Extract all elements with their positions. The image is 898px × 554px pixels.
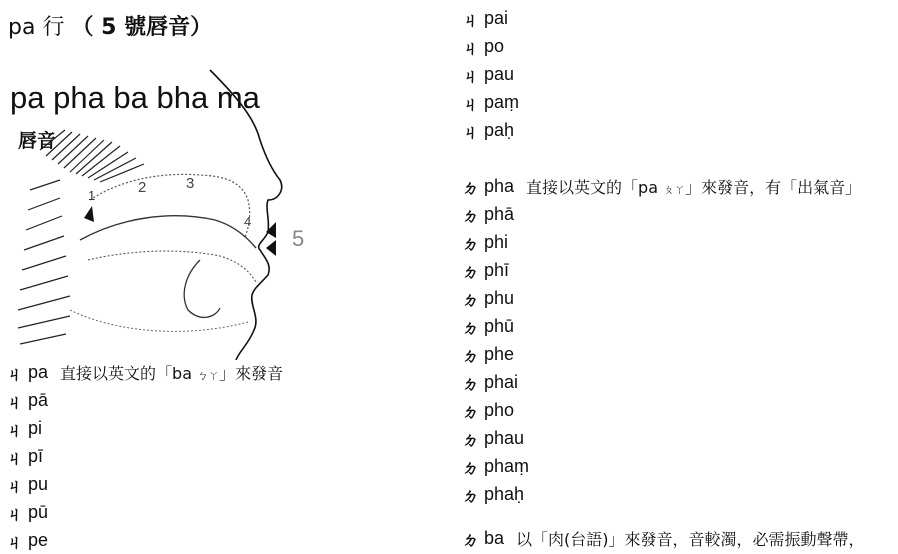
ba-explanation	[462, 526, 898, 550]
siddham-glyph-icon: ㄐ	[6, 449, 23, 469]
left-syllable-list	[6, 360, 326, 553]
siddham-glyph-icon: ㄐ	[462, 39, 479, 59]
siddham-glyph-icon: ㄉ	[462, 375, 479, 395]
siddham-glyph-icon: ㄐ	[6, 505, 23, 525]
list-item: ㄉ phai	[462, 372, 519, 395]
marker-1	[84, 206, 94, 222]
list-item: ㄉ phau	[462, 428, 525, 451]
pa-explanation	[6, 360, 283, 385]
siddham-glyph-icon: ㄉ	[462, 487, 479, 507]
diagram-number-4: 4	[244, 214, 252, 229]
palate-line	[90, 174, 250, 238]
ba-explanation-row	[462, 526, 865, 551]
pha-explanation	[462, 174, 861, 199]
syllable-series-title: pa pha ba bha ma	[10, 80, 260, 115]
list-item: ㄐ pī	[6, 446, 44, 469]
throat-line	[184, 260, 220, 317]
list-item: ㄐ paṃ	[462, 92, 520, 115]
list-item: ㄐ pu	[6, 474, 49, 497]
siddham-glyph-icon: ㄐ	[6, 393, 23, 413]
siddham-glyph-icon: ㄉ	[462, 319, 479, 339]
marker-lips-lower	[266, 240, 276, 256]
siddham-glyph-icon: ㄉ	[462, 431, 479, 451]
syllable-roman: pha	[484, 176, 515, 196]
labial-label: 唇音	[18, 130, 57, 152]
jaw-line	[70, 310, 248, 331]
heading-roman: pa	[8, 15, 36, 40]
list-item: ㄉ phu	[462, 288, 515, 311]
list-item: ㄉ phaḥ	[462, 484, 525, 507]
siddham-glyph-icon: ㄉ	[462, 291, 479, 311]
siddham-glyph-icon: ㄐ	[6, 477, 23, 497]
list-item: ㄉ phū	[462, 316, 515, 339]
siddham-glyph-icon: ㄉ	[462, 263, 479, 283]
siddham-glyph-icon: ㄉ	[462, 403, 479, 423]
siddham-glyph-icon: ㄐ	[462, 95, 479, 115]
list-item: ㄐ po	[462, 36, 505, 59]
diagram-number-3: 3	[186, 175, 195, 192]
siddham-glyph-icon: ㄉ	[462, 179, 479, 199]
siddham-glyph-icon: ㄐ	[6, 533, 23, 553]
list-item: ㄐ pi	[6, 418, 43, 441]
list-item: ㄉ phaṃ	[462, 456, 530, 479]
explanation-text: 直接以英文的「ba ㄅㄚ」來發音	[60, 364, 284, 383]
list-item: ㄉ phā	[462, 204, 515, 227]
siddham-glyph-icon: ㄉ	[462, 235, 479, 255]
siddham-glyph-icon: ㄐ	[6, 421, 23, 441]
diagram-number-1: 1	[88, 188, 96, 203]
tongue-line	[80, 216, 256, 248]
right-syllable-list-pha	[462, 174, 898, 507]
explanation-text: 以「肉(台語)」來發音，音較濁，必需振動聲帶，	[516, 530, 865, 549]
siddham-glyph-icon: ㄐ	[462, 67, 479, 87]
list-item: ㄉ phi	[462, 232, 509, 255]
right-syllable-list-pa	[462, 6, 882, 146]
heading-hanzi: 行	[42, 15, 65, 40]
siddham-glyph-icon: ㄉ	[462, 207, 479, 227]
diagram-number-2: 2	[138, 179, 147, 196]
diagram-number-5: 5	[292, 226, 305, 251]
list-item: ㄐ paḥ	[462, 120, 515, 143]
siddham-glyph-icon: ㄐ	[462, 11, 479, 31]
siddham-glyph-icon: ㄐ	[462, 123, 479, 143]
explanation-text: 直接以英文的「pa ㄆㄚ」來發音，有「出氣音」	[526, 178, 862, 197]
list-item: ㄉ phī	[462, 260, 510, 283]
list-item: ㄐ pau	[462, 64, 515, 87]
siddham-glyph-icon: ㄉ	[462, 459, 479, 479]
siddham-glyph-icon: ㄉ	[462, 531, 479, 551]
list-item: ㄉ pho	[462, 400, 515, 423]
list-item: ㄐ pe	[6, 530, 49, 553]
list-item: ㄐ pū	[6, 502, 49, 525]
list-item: ㄐ pā	[6, 390, 49, 413]
heading-paren: （ 5 號唇音）	[71, 15, 213, 40]
siddham-glyph-icon: ㄐ	[6, 365, 23, 385]
syllable-roman: pa	[28, 362, 49, 382]
tongue-lower	[88, 251, 256, 282]
section-heading	[8, 10, 212, 41]
siddham-glyph-icon: ㄉ	[462, 347, 479, 367]
list-item: ㄉ phe	[462, 344, 515, 367]
syllable-roman: ba	[484, 528, 505, 548]
list-item: ㄐ pai	[462, 8, 509, 31]
hatching	[18, 130, 147, 344]
